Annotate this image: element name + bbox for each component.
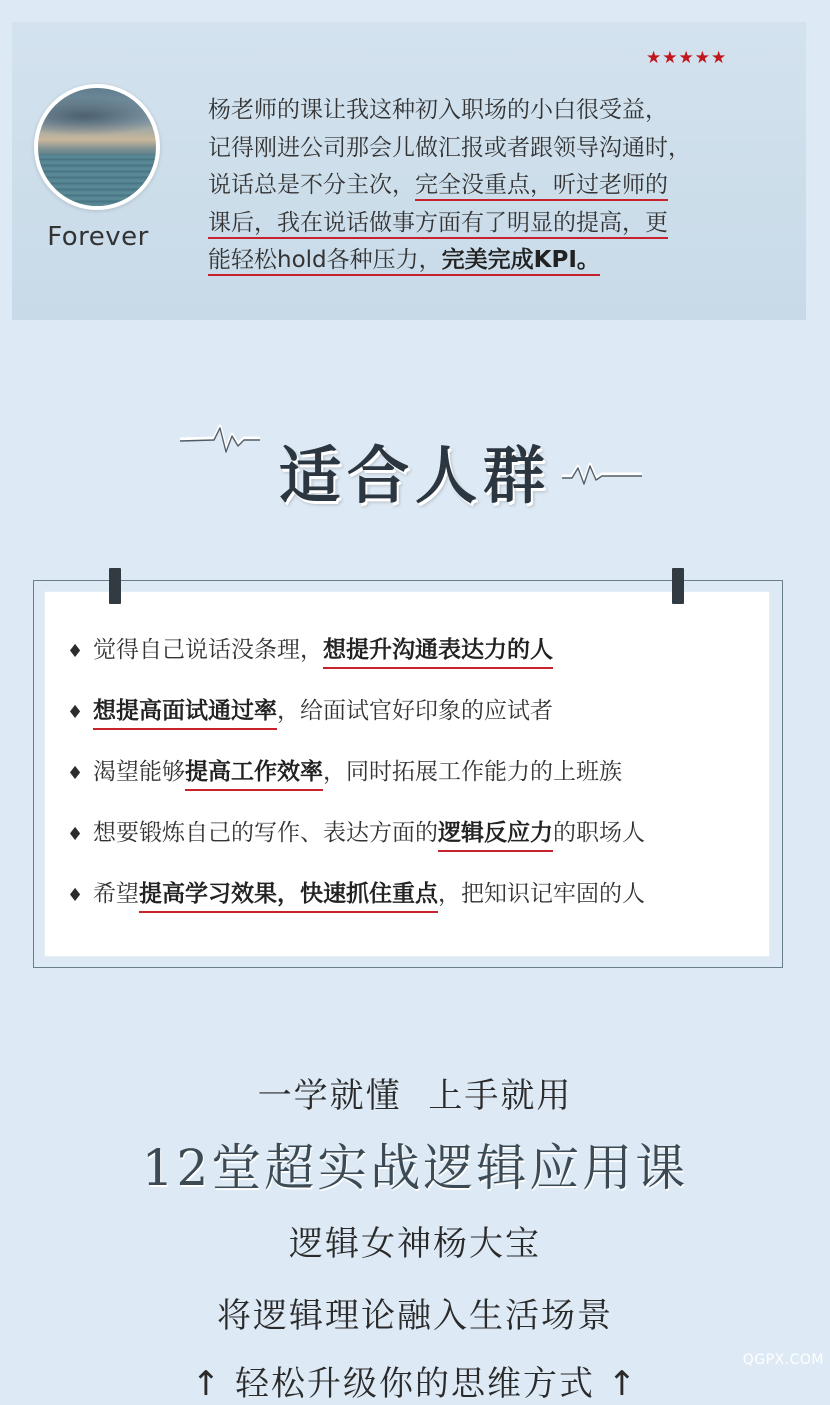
testimonial-card — [12, 22, 806, 320]
description-line: 将逻辑理论融入生活场景 — [217, 1296, 613, 1336]
review-line — [208, 205, 768, 243]
list-item: ♦ 希望提高学习效果，快速抓住重点，把知识记牢固的人 — [67, 872, 767, 933]
audience-highlight: 提高工作效率 — [185, 759, 323, 791]
pulse-line-icon — [562, 460, 642, 490]
review-highlight: 课后，我在说话做事方面有了明显的提高，更 — [208, 210, 668, 239]
review-line: 记得刚进公司那会儿做汇报或者跟领导沟通时， — [208, 134, 691, 161]
list-item: ♦ 想提高面试通过率，给面试官好印象的应试者 — [67, 689, 767, 750]
instructor-line: 逻辑女神杨大宝 — [289, 1224, 541, 1264]
list-item: ♦ 觉得自己说话没条理，想提升沟通表达力的人 — [67, 628, 767, 689]
diamond-bullet-icon: ♦ — [67, 885, 84, 906]
review-line — [208, 242, 768, 280]
course-title: 12堂超实战逻辑应用课 — [141, 1139, 689, 1197]
list-item: ♦ 想要锻炼自己的写作、表达方面的逻辑反应力的职场人 — [67, 811, 767, 872]
review-highlight: 能轻松hold各种压力， — [208, 247, 442, 276]
review-text — [208, 92, 768, 280]
section-title: 适合人群 — [278, 439, 551, 512]
section-heading — [0, 420, 830, 510]
diamond-bullet-icon: ♦ — [67, 702, 84, 723]
review-line: 说话总是不分主次，完全没重点，听过老师的 — [208, 167, 768, 205]
diamond-bullet-icon: ♦ — [67, 763, 84, 784]
watermark: QGPX.COM — [742, 1352, 824, 1368]
diamond-bullet-icon: ♦ — [67, 824, 84, 845]
audience-list — [67, 628, 767, 933]
review-line: 杨老师的课让我这种初入职场的小白很受益， — [208, 97, 668, 123]
username: Forever — [47, 222, 149, 252]
clip-icon — [109, 568, 121, 604]
audience-highlight: 想提高面试通过率 — [93, 698, 277, 730]
audience-highlight: 想提升沟通表达力的人 — [323, 637, 553, 669]
list-item: ♦ 渴望能够提高工作效率，同时拓展工作能力的上班族 — [67, 750, 767, 811]
diamond-bullet-icon: ♦ — [67, 641, 84, 662]
tagline: 一学就懂 上手就用 — [257, 1076, 573, 1116]
rating-stars: ★★★★★ — [646, 48, 728, 68]
cta-line: ↑ 轻松升级你的思维方式 ↑ — [191, 1364, 639, 1404]
audience-highlight: 逻辑反应力 — [438, 820, 553, 852]
review-highlight: 完全没重点，听过老师的 — [415, 172, 668, 201]
audience-highlight: 提高学习效果，快速抓住重点 — [139, 881, 438, 913]
avatar — [34, 84, 160, 210]
clip-icon — [672, 568, 684, 604]
review-highlight-bold: 完美完成KPI。 — [442, 247, 600, 276]
